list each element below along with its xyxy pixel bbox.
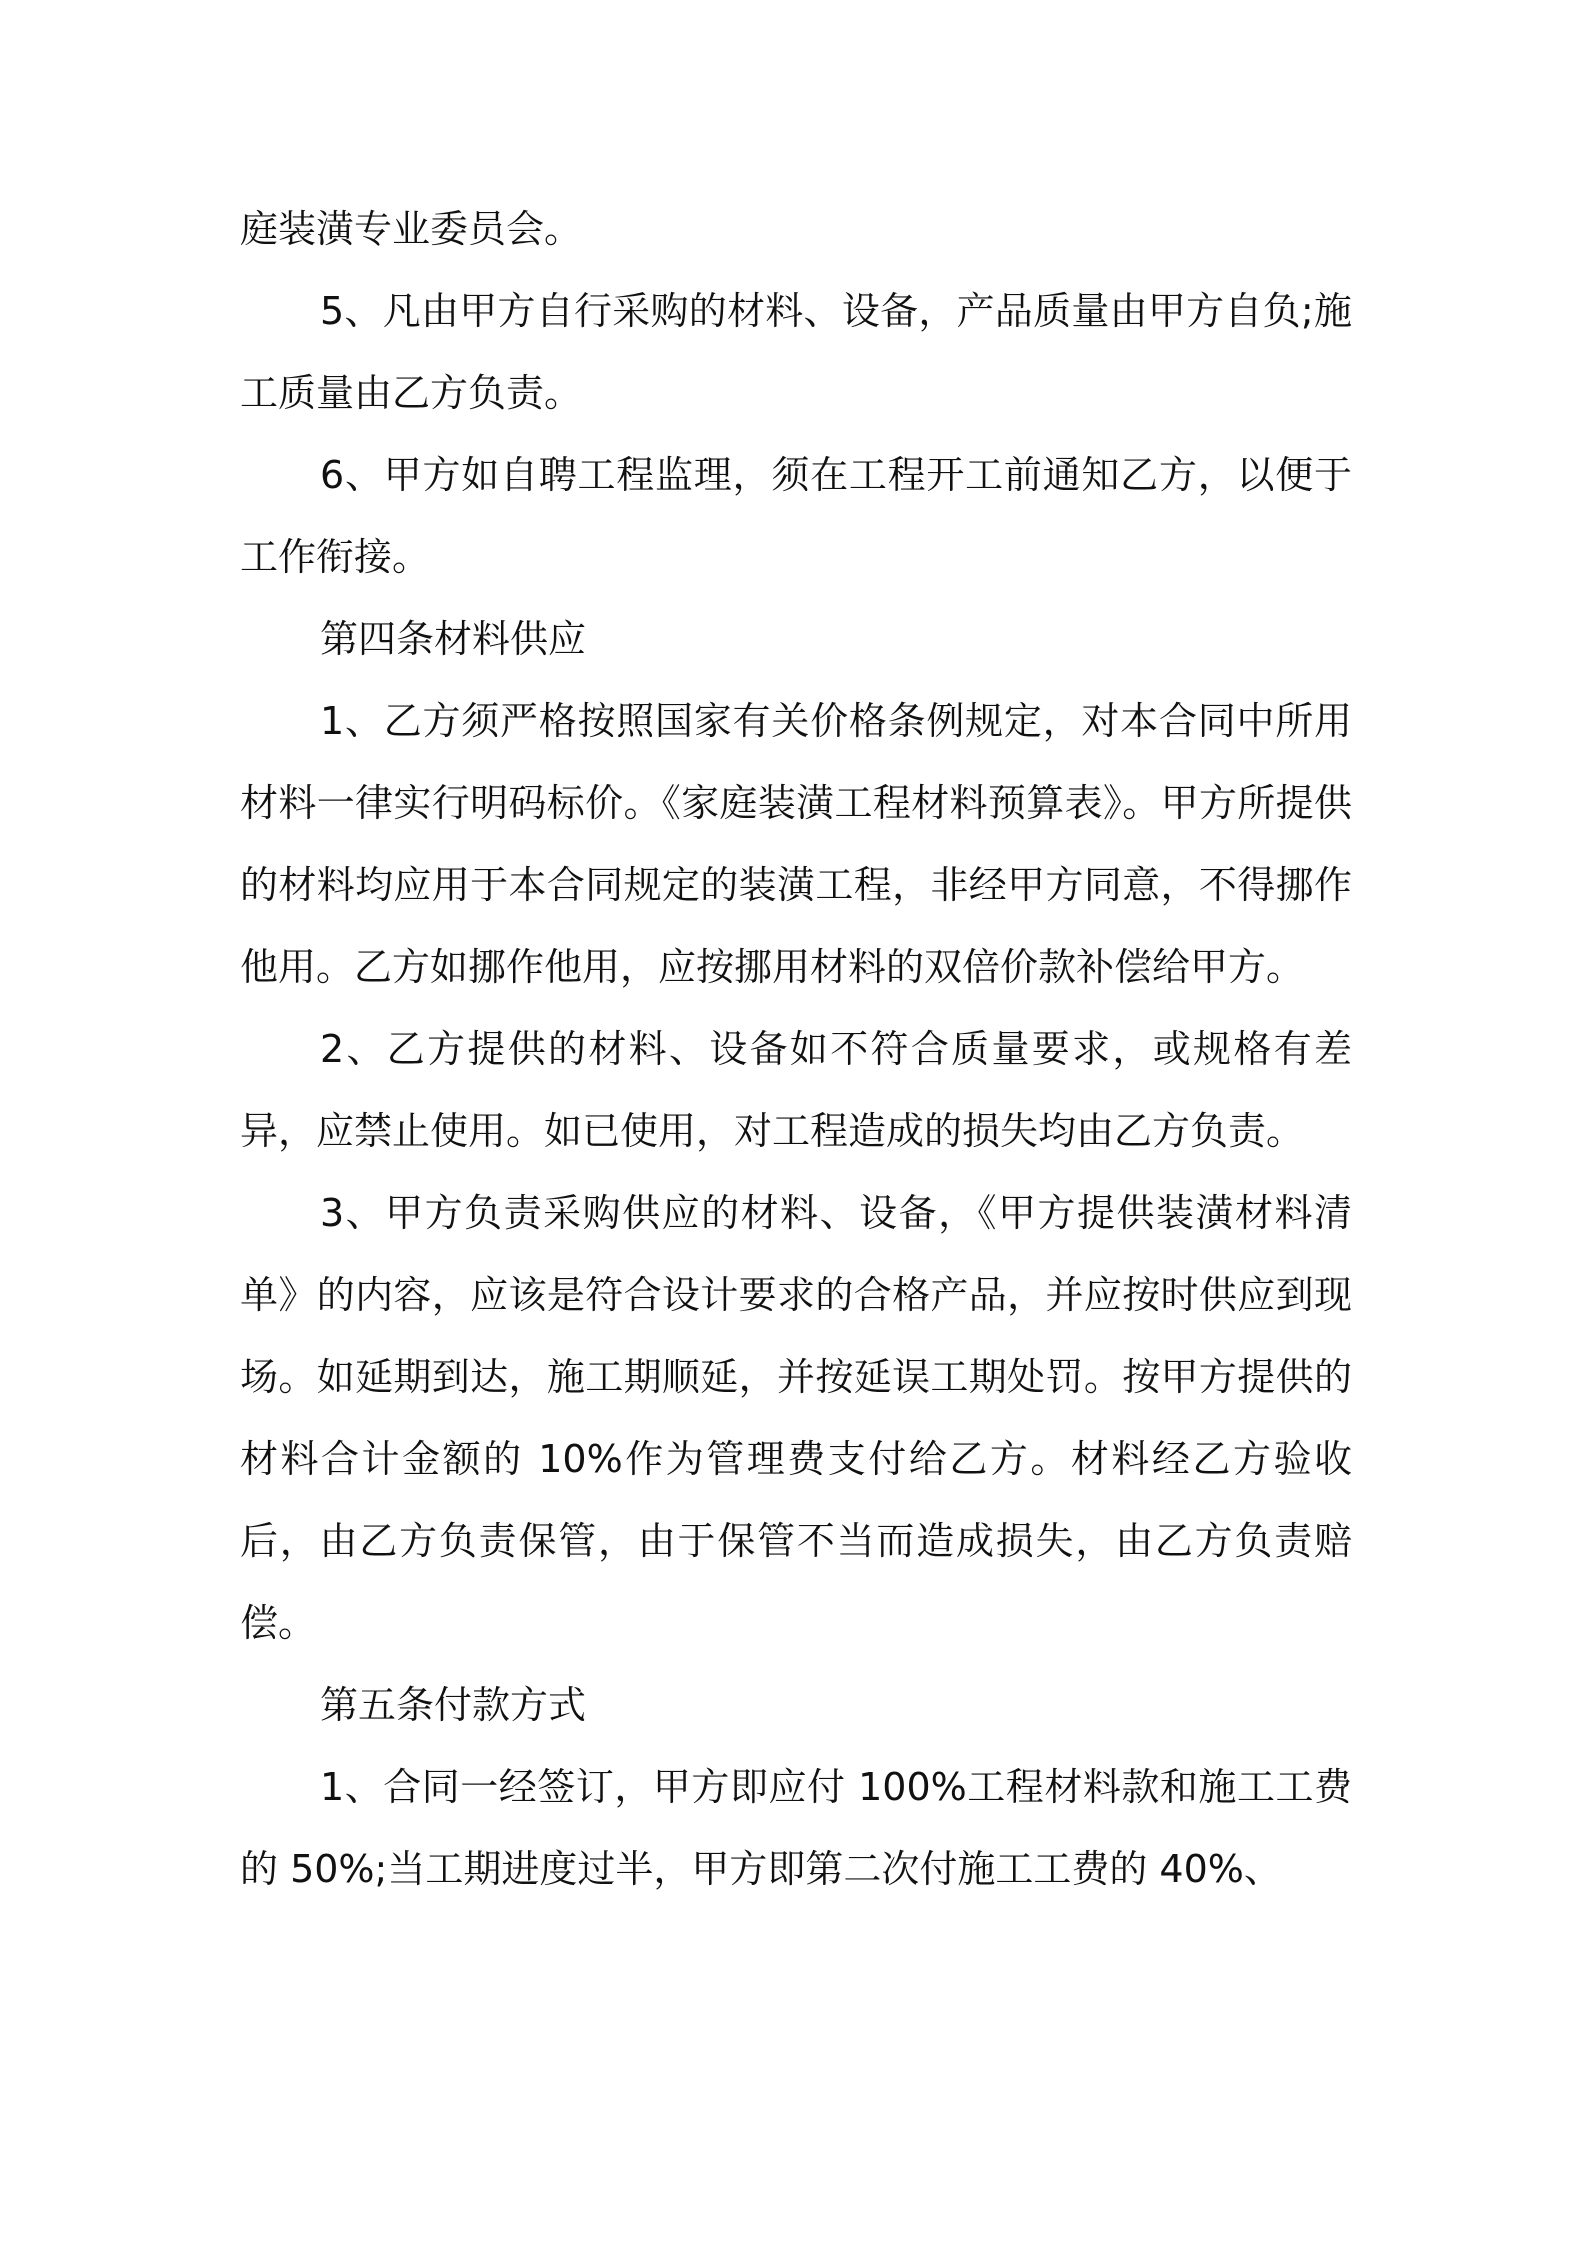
paragraph-clause-4-1: 1、乙方须严格按照国家有关价格条例规定，对本合同中所用材料一律实行明码标价。《家庭装潢工程材料预算表》。甲方所提供的材料均应用于本合同规定的装潢工程，非经甲方同意，不得挪作他用。乙方如挪作他用，应按挪用材料的双倍价款补偿给甲方。 (240, 699, 1352, 989)
paragraph-clause-5-1: 1、合同一经签订，甲方即应付 100%工程材料款和施工工费的 50%;当工期进度过半，甲方即第二次付施工工费的 40%、 (240, 1765, 1352, 1891)
section-heading-article-4: 第四条材料供应 (320, 617, 587, 661)
paragraph-clause-4-3: 3、甲方负责采购供应的材料、设备，《甲方提供装潢材料清单》的内容，应该是符合设计要求的合格产品，并应按时供应到现场。如延期到达，施工期顺延，并按延误工期处罚。按甲方提供的材料合计金额的 10%作为管理费支付给乙方。材料经乙方验收后，由乙方负责保管，由于保管不当而造成损失，由乙方负责赔偿。 (240, 1191, 1352, 1645)
section-heading-article-5: 第五条付款方式 (320, 1683, 587, 1727)
paragraph-clause-3-6: 6、甲方如自聘工程监理，须在工程开工前通知乙方，以便于工作衔接。 (240, 453, 1352, 579)
document-body (240, 188, 1352, 1910)
paragraph-clause-3-5: 5、凡由甲方自行采购的材料、设备，产品质量由甲方自负;施工质量由乙方负责。 (240, 289, 1352, 415)
paragraph-continuation: 庭装潢专业委员会。 (240, 207, 583, 251)
paragraph-clause-4-2: 2、乙方提供的材料、设备如不符合质量要求，或规格有差异，应禁止使用。如已使用，对工程造成的损失均由乙方负责。 (240, 1027, 1352, 1153)
